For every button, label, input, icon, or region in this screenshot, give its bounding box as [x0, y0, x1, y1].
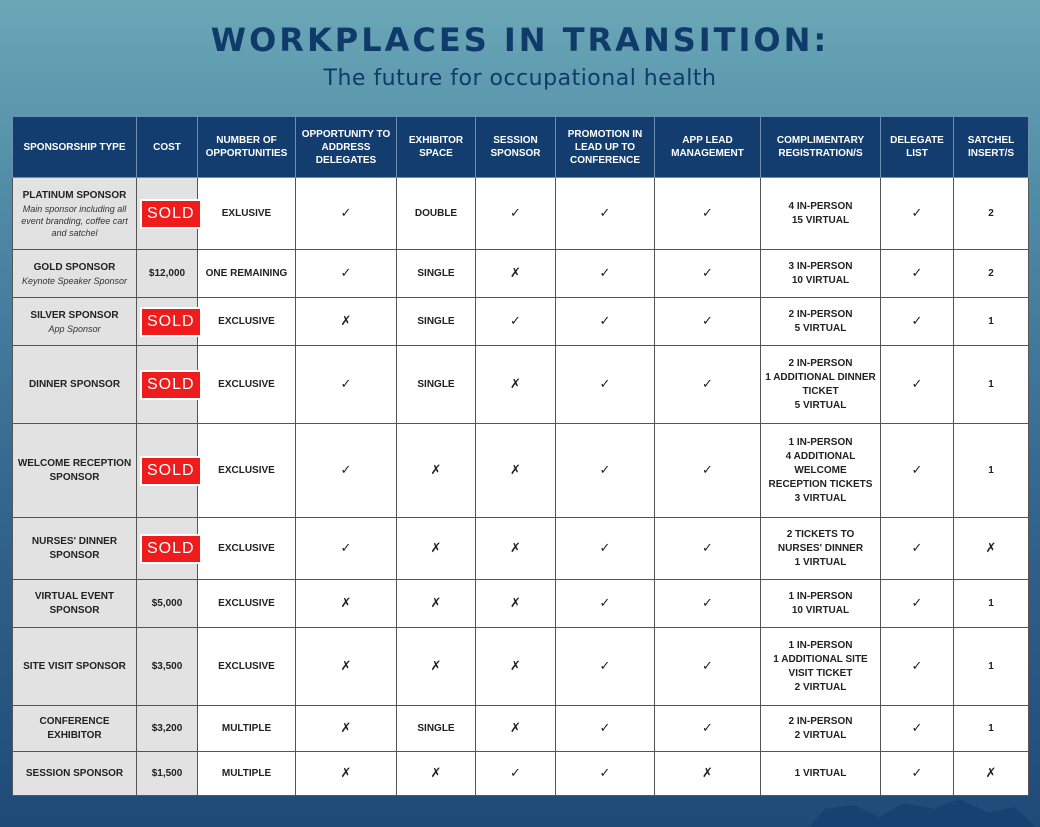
cell-complimentary-registration	[761, 628, 881, 706]
cross-icon: ✗	[510, 657, 521, 673]
cell-promotion	[556, 518, 655, 580]
sponsor-name: GOLD SPONSOR	[33, 261, 116, 273]
registration-count: 4	[785, 450, 792, 462]
sold-badge: SOLD	[140, 307, 202, 337]
cell-delegate-list	[881, 752, 954, 796]
cell-satchel-inserts	[954, 518, 1029, 580]
sponsor-name: CONFERENCE EXHIBITOR	[39, 715, 110, 741]
registration-count: 1	[788, 590, 795, 602]
cell-address-delegates	[296, 580, 397, 628]
table-row	[13, 298, 1029, 346]
sponsor-name: VIRTUAL EVENT SPONSOR	[34, 590, 115, 616]
cell-cost	[137, 518, 198, 580]
registration-line	[764, 357, 877, 371]
cell-delegate-list	[881, 424, 954, 518]
registration-text: ADDITIONAL WELCOME RECEPTION TICKETS	[768, 450, 873, 490]
registration-line	[764, 274, 877, 288]
registration-text: IN-PERSON	[794, 715, 853, 727]
cross-icon: ✗	[702, 764, 713, 780]
header-cost: COST	[137, 117, 198, 178]
registration-count: 1	[765, 371, 771, 383]
check-icon: ✓	[702, 204, 713, 220]
cell-sponsorship-type	[13, 178, 137, 250]
sponsor-name: WELCOME RECEPTION SPONSOR	[17, 457, 132, 483]
cell-exhibitor-space	[397, 518, 476, 580]
cell-satchel-inserts	[954, 752, 1029, 796]
registration-count: 10	[791, 274, 803, 286]
cell-session-sponsor	[476, 752, 556, 796]
check-icon: ✓	[911, 375, 923, 391]
table-row	[13, 706, 1029, 752]
cell-promotion	[556, 628, 655, 706]
check-icon: ✓	[599, 264, 611, 280]
header-complimentary-registration: COMPLIMENTARY REGISTRATION/S	[761, 117, 881, 178]
registration-line	[764, 639, 877, 653]
registration-count: 2	[788, 357, 795, 369]
registration-count: 1	[794, 556, 801, 568]
check-icon: ✓	[911, 539, 923, 555]
cell-address-delegates	[296, 752, 397, 796]
cell-number-of-opportunities: EXLUSIVE	[198, 178, 296, 250]
cell-delegate-list	[881, 518, 954, 580]
cell-exhibitor-space: SINGLE	[397, 298, 476, 346]
check-icon: ✓	[911, 594, 923, 610]
check-icon: ✓	[510, 204, 521, 220]
registration-text: VIRTUAL	[800, 729, 847, 741]
cell-session-sponsor	[476, 298, 556, 346]
table-body	[13, 178, 1029, 796]
check-icon: ✓	[340, 375, 352, 391]
registration-line	[764, 604, 877, 618]
registration-line	[764, 214, 877, 228]
cell-session-sponsor	[476, 580, 556, 628]
cell-address-delegates	[296, 298, 397, 346]
cell-cost: $5,000	[137, 580, 198, 628]
table-row	[13, 518, 1029, 580]
registration-line	[764, 653, 877, 681]
check-icon: ✓	[340, 264, 352, 280]
registration-line	[764, 308, 877, 322]
cell-address-delegates	[296, 424, 397, 518]
cross-icon: ✗	[985, 539, 997, 555]
cross-icon: ✗	[510, 539, 521, 555]
cell-satchel-inserts: 2	[954, 178, 1029, 250]
cell-exhibitor-space: SINGLE	[397, 706, 476, 752]
cell-cost	[137, 298, 198, 346]
cell-app-lead-management	[655, 250, 761, 298]
cell-cost: $12,000	[137, 250, 198, 298]
cell-satchel-inserts: 1	[954, 628, 1029, 706]
cell-app-lead-management	[655, 518, 761, 580]
sponsor-description: App Sponsor	[48, 323, 101, 334]
header-promotion: PROMOTION IN LEAD UP TO CONFERENCE	[556, 117, 655, 178]
sponsor-name: SESSION SPONSOR	[25, 767, 124, 779]
cell-exhibitor-space: DOUBLE	[397, 178, 476, 250]
header-number-of-opportunities: NUMBER OF OPPORTUNITIES	[198, 117, 296, 178]
cell-app-lead-management	[655, 628, 761, 706]
check-icon: ✓	[599, 461, 611, 477]
cell-sponsorship-type	[13, 706, 137, 752]
cell-complimentary-registration	[761, 250, 881, 298]
registration-line	[764, 399, 877, 413]
registration-line	[764, 322, 877, 336]
cell-sponsorship-type	[13, 628, 137, 706]
registration-text: VIRTUAL	[800, 492, 847, 504]
cell-address-delegates	[296, 250, 397, 298]
cell-sponsorship-type	[13, 518, 137, 580]
cell-promotion	[556, 298, 655, 346]
map-decoration-icon	[784, 795, 1034, 827]
registration-text: VIRTUAL	[800, 322, 847, 334]
cross-icon: ✗	[510, 375, 521, 391]
cell-complimentary-registration	[761, 706, 881, 752]
check-icon: ✓	[702, 264, 713, 280]
cell-number-of-opportunities: EXCLUSIVE	[198, 628, 296, 706]
cell-promotion	[556, 580, 655, 628]
registration-text: IN-PERSON	[794, 260, 853, 272]
cell-exhibitor-space	[397, 628, 476, 706]
cross-icon: ✗	[340, 312, 352, 328]
header-delegate-list: DELEGATE LIST	[881, 117, 954, 178]
cell-complimentary-registration	[761, 752, 881, 796]
check-icon: ✓	[599, 539, 611, 555]
cell-satchel-inserts: 1	[954, 346, 1029, 424]
check-icon: ✓	[911, 764, 923, 780]
registration-text: IN-PERSON	[794, 639, 853, 651]
registration-count: 4	[788, 200, 795, 212]
cell-promotion	[556, 752, 655, 796]
cell-satchel-inserts: 1	[954, 580, 1029, 628]
registration-count: 1	[788, 436, 795, 448]
registration-count: 5	[794, 322, 801, 334]
registration-text: VIRTUAL	[803, 214, 850, 226]
sold-badge: SOLD	[140, 534, 202, 564]
cell-address-delegates	[296, 346, 397, 424]
check-icon: ✓	[510, 312, 521, 328]
cell-number-of-opportunities: EXCLUSIVE	[198, 518, 296, 580]
sold-badge: SOLD	[140, 199, 202, 229]
page-title: WORKPLACES IN TRANSITION:	[210, 21, 830, 59]
check-icon: ✓	[702, 657, 713, 673]
cell-complimentary-registration	[761, 518, 881, 580]
cell-satchel-inserts: 1	[954, 706, 1029, 752]
check-icon: ✓	[911, 719, 923, 735]
registration-count: 10	[791, 604, 803, 616]
cell-number-of-opportunities: EXCLUSIVE	[198, 424, 296, 518]
cell-sponsorship-type	[13, 580, 137, 628]
check-icon: ✓	[702, 461, 713, 477]
check-icon: ✓	[340, 539, 352, 555]
page-subtitle: The future for occupational health	[323, 66, 717, 91]
header-opportunity-to-address-delegates: OPPORTUNITY TO ADDRESS DELEGATES	[296, 117, 397, 178]
cross-icon: ✗	[340, 764, 352, 780]
registration-count: 2	[788, 715, 795, 727]
check-icon: ✓	[702, 719, 713, 735]
cell-number-of-opportunities: EXCLUSIVE	[198, 298, 296, 346]
cell-app-lead-management	[655, 752, 761, 796]
cross-icon: ✗	[340, 657, 352, 673]
cell-cost: $3,200	[137, 706, 198, 752]
check-icon: ✓	[911, 204, 923, 220]
registration-text: IN-PERSON	[794, 200, 853, 212]
header-exhibitor-space: EXHIBITOR SPACE	[397, 117, 476, 178]
registration-text: VIRTUAL	[800, 681, 847, 693]
registration-count: 2	[794, 729, 801, 741]
cell-sponsorship-type	[13, 346, 137, 424]
check-icon: ✓	[702, 312, 713, 328]
check-icon: ✓	[911, 657, 923, 673]
table-row	[13, 752, 1029, 796]
check-icon: ✓	[599, 764, 611, 780]
cell-exhibitor-space: SINGLE	[397, 250, 476, 298]
cell-delegate-list	[881, 580, 954, 628]
cell-satchel-inserts: 1	[954, 424, 1029, 518]
registration-line	[764, 556, 877, 570]
check-icon: ✓	[702, 375, 713, 391]
registration-count: 2	[786, 528, 793, 540]
check-icon: ✓	[599, 204, 611, 220]
cell-sponsorship-type	[13, 250, 137, 298]
table-row	[13, 628, 1029, 706]
registration-text: IN-PERSON	[794, 308, 853, 320]
check-icon: ✓	[599, 719, 611, 735]
registration-count: 3	[794, 492, 801, 504]
registration-count: 1	[794, 767, 801, 779]
cell-promotion	[556, 250, 655, 298]
registration-line	[764, 492, 877, 506]
table-row	[13, 424, 1029, 518]
cell-session-sponsor	[476, 424, 556, 518]
cell-satchel-inserts: 2	[954, 250, 1029, 298]
check-icon: ✓	[702, 594, 713, 610]
registration-text: IN-PERSON	[794, 436, 853, 448]
cell-address-delegates	[296, 178, 397, 250]
cell-delegate-list	[881, 298, 954, 346]
cross-icon: ✗	[510, 264, 521, 280]
cross-icon: ✗	[510, 719, 521, 735]
sponsorship-table	[12, 116, 1029, 796]
cell-session-sponsor	[476, 346, 556, 424]
check-icon: ✓	[911, 264, 923, 280]
cell-cost: $1,500	[137, 752, 198, 796]
cell-app-lead-management	[655, 178, 761, 250]
cell-address-delegates	[296, 706, 397, 752]
check-icon: ✓	[340, 461, 352, 477]
header-app-lead-management: APP LEAD MANAGEMENT	[655, 117, 761, 178]
registration-count: 2	[794, 681, 801, 693]
cell-exhibitor-space	[397, 424, 476, 518]
sponsor-name: NURSES' DINNER SPONSOR	[31, 535, 118, 561]
header-sponsorship-type: SPONSORSHIP TYPE	[13, 117, 137, 178]
sold-badge: SOLD	[140, 456, 202, 486]
sponsor-name: SITE VISIT SPONSOR	[23, 660, 126, 672]
registration-text: IN-PERSON	[794, 590, 853, 602]
cell-sponsorship-type	[13, 752, 137, 796]
sponsor-description: Keynote Speaker Sponsor	[21, 275, 128, 286]
cell-delegate-list	[881, 178, 954, 250]
registration-line	[764, 436, 877, 450]
cross-icon: ✗	[430, 594, 442, 610]
cell-exhibitor-space	[397, 580, 476, 628]
cell-sponsorship-type	[13, 298, 137, 346]
cell-app-lead-management	[655, 580, 761, 628]
cross-icon: ✗	[430, 764, 442, 780]
cross-icon: ✗	[985, 764, 997, 780]
cell-promotion	[556, 178, 655, 250]
registration-text: VIRTUAL	[800, 556, 847, 568]
cell-complimentary-registration	[761, 178, 881, 250]
cell-cost: $3,500	[137, 628, 198, 706]
registration-text: VIRTUAL	[803, 274, 850, 286]
check-icon: ✓	[599, 657, 611, 673]
registration-text: VIRTUAL	[803, 604, 850, 616]
cell-session-sponsor	[476, 518, 556, 580]
registration-line	[764, 528, 877, 556]
cell-session-sponsor	[476, 250, 556, 298]
sponsor-description: Main sponsor including all event branding, coffee cart and satchel	[21, 203, 128, 238]
registration-text: VIRTUAL	[800, 767, 847, 779]
cell-app-lead-management	[655, 424, 761, 518]
check-icon: ✓	[702, 539, 713, 555]
cell-complimentary-registration	[761, 298, 881, 346]
sold-badge: SOLD	[140, 370, 202, 400]
cell-cost	[137, 424, 198, 518]
table-row	[13, 580, 1029, 628]
cell-address-delegates	[296, 518, 397, 580]
header-session-sponsor: SESSION SPONSOR	[476, 117, 556, 178]
registration-text: VIRTUAL	[800, 399, 847, 411]
registration-text: ADDITIONAL DINNER TICKET	[770, 371, 876, 397]
cell-complimentary-registration	[761, 424, 881, 518]
check-icon: ✓	[599, 594, 611, 610]
cell-app-lead-management	[655, 346, 761, 424]
check-icon: ✓	[911, 312, 923, 328]
sponsor-name: PLATINUM SPONSOR	[22, 189, 127, 201]
cell-address-delegates	[296, 628, 397, 706]
registration-count: 3	[788, 260, 795, 272]
table-row	[13, 178, 1029, 250]
cross-icon: ✗	[430, 461, 442, 477]
cell-sponsorship-type	[13, 424, 137, 518]
cell-delegate-list	[881, 706, 954, 752]
sponsor-name: SILVER SPONSOR	[30, 309, 119, 321]
cell-delegate-list	[881, 250, 954, 298]
registration-count: 1	[773, 653, 779, 665]
check-icon: ✓	[911, 461, 923, 477]
sponsor-name: DINNER SPONSOR	[28, 378, 121, 390]
cross-icon: ✗	[510, 594, 521, 610]
registration-line	[764, 450, 877, 492]
registration-line	[764, 715, 877, 729]
check-icon: ✓	[340, 204, 352, 220]
cell-exhibitor-space	[397, 752, 476, 796]
registration-line	[764, 260, 877, 274]
registration-line	[764, 590, 877, 604]
table-row	[13, 250, 1029, 298]
registration-line	[764, 729, 877, 743]
registration-line	[764, 767, 877, 781]
cross-icon: ✗	[340, 594, 352, 610]
registration-count: 1	[788, 639, 795, 651]
cross-icon: ✗	[510, 461, 521, 477]
cell-complimentary-registration	[761, 580, 881, 628]
cell-number-of-opportunities: MULTIPLE	[198, 706, 296, 752]
registration-count: 5	[794, 399, 801, 411]
cell-number-of-opportunities: ONE REMAINING	[198, 250, 296, 298]
cell-number-of-opportunities: EXCLUSIVE	[198, 580, 296, 628]
registration-line	[764, 200, 877, 214]
registration-text: IN-PERSON	[794, 357, 853, 369]
registration-count: 2	[788, 308, 795, 320]
header-satchel-inserts: SATCHEL INSERT/S	[954, 117, 1029, 178]
cell-exhibitor-space: SINGLE	[397, 346, 476, 424]
cross-icon: ✗	[430, 657, 442, 673]
cell-complimentary-registration	[761, 346, 881, 424]
registration-line	[764, 371, 877, 399]
check-icon: ✓	[599, 312, 611, 328]
cell-number-of-opportunities: MULTIPLE	[198, 752, 296, 796]
cell-app-lead-management	[655, 298, 761, 346]
cell-promotion	[556, 424, 655, 518]
cell-delegate-list	[881, 346, 954, 424]
registration-text: TICKETS TO NURSES' DINNER	[777, 528, 864, 554]
cell-cost	[137, 346, 198, 424]
cell-session-sponsor	[476, 706, 556, 752]
check-icon: ✓	[510, 764, 521, 780]
cell-number-of-opportunities: EXCLUSIVE	[198, 346, 296, 424]
cross-icon: ✗	[430, 539, 442, 555]
registration-text: ADDITIONAL SITE VISIT TICKET	[778, 653, 868, 679]
cell-promotion	[556, 706, 655, 752]
registration-line	[764, 681, 877, 695]
header-row	[13, 117, 1029, 178]
cell-promotion	[556, 346, 655, 424]
cross-icon: ✗	[340, 719, 352, 735]
cell-satchel-inserts: 1	[954, 298, 1029, 346]
registration-count: 15	[791, 214, 803, 226]
cell-app-lead-management	[655, 706, 761, 752]
cell-session-sponsor	[476, 178, 556, 250]
check-icon: ✓	[599, 375, 611, 391]
cell-delegate-list	[881, 628, 954, 706]
cell-session-sponsor	[476, 628, 556, 706]
cell-cost	[137, 178, 198, 250]
table-row	[13, 346, 1029, 424]
